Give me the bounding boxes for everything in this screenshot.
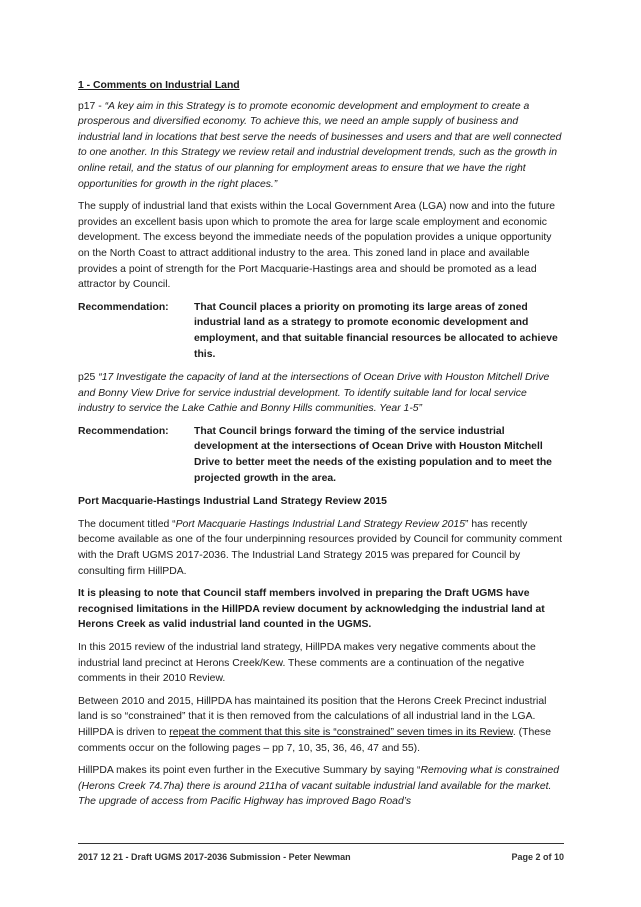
document-title-italic: Port Macquarie Hastings Industrial Land Strategy Review 2015 xyxy=(175,518,465,530)
pleasing-note-paragraph: It is pleasing to note that Council staff members involved in preparing the Draft UGMS have recognised limitations in the HillPDA review document by acknowledging the industrial land at Herons Creek as valid industrial land counted in the UGMS. xyxy=(78,588,545,631)
exec-pre: HillPDA makes its point even further in the Executive Summary by saying “ xyxy=(78,765,421,777)
between-pre: Between 2010 and 2015, HillPDA has maintained its position that the Herons Creek Precinct industrial land is so “constrained” that it is then removed from the calculations of all industrial land in the LGA. HillPDA is driven to xyxy=(78,695,547,738)
recommendation-2-label: Recommendation: xyxy=(78,425,169,437)
recommendation-2 xyxy=(78,424,562,486)
between-2010-2015-paragraph xyxy=(78,694,562,756)
industrial-land-supply-paragraph: The supply of industrial land that exists within the Local Government Area (LGA) now and into the future provides an excellent basis upon which to promote the area for large scale employment and economic development. The excess beyond the immediate needs of the population provides a unique opportunity on the North Coast to attract additional industry to the area. This zoned land in place and available provides a point of strength for the Port Macquarie-Hastings area and should be promoted as a lead attractor by Council. xyxy=(78,201,556,291)
page-content xyxy=(78,78,562,817)
p17-paragraph xyxy=(78,99,562,193)
footer-page-number: Page 2 of 10 xyxy=(511,852,564,862)
exec-italic: Removing what is constrained (Herons Creek 74.7ha) there is around 211ha of vacant suitable industrial land available for the market. The upgrade of access from Pacific Highway has improved Bago Road’s xyxy=(78,765,560,808)
recommendation-2-text: That Council brings forward the timing of the service industrial development at the intersections of Ocean Drive with Houston Mitchell Drive to better meet the needs of the existing population and to meet the projected growth in the area. xyxy=(194,425,552,484)
document-titled-paragraph xyxy=(78,517,562,579)
p25-prefix: p25 xyxy=(78,372,99,384)
recommendation-1-label: Recommendation: xyxy=(78,301,169,313)
recommendation-1 xyxy=(78,300,562,362)
review-subheading: Port Macquarie-Hastings Industrial Land Strategy Review 2015 xyxy=(78,496,387,508)
review-2015-paragraph: In this 2015 review of the industrial land strategy, HillPDA makes very negative comments about the industrial land precinct at Herons Creek/Kew. These comments are a continuation of the negative comments in their 2010 Review. xyxy=(78,642,536,685)
page-footer xyxy=(78,852,564,862)
p25-quote: “17 Investigate the capacity of land at the intersections of Ocean Drive with Houston Mitchell Drive and Bonny View Drive for service industrial development. To identify suitable land for local service industry to service the Lake Cathie and Bonny Hills communities. Year 1-5” xyxy=(78,372,550,415)
executive-summary-paragraph xyxy=(78,763,562,810)
between-post: . (These comments occur on the following pages – pp 7, 10, 35, 36, 46, 47 and 55). xyxy=(78,726,551,754)
p17-quote: “A key aim in this Strategy is to promote economic development and employment to create a prosperous and diversified economy. To achieve this, we need an ample supply of business and industrial land in locations that best serve the needs of businesses and users and that are well connected to one another. In this Strategy we review retail and industrial development trends, such as the growth in online retail, and the status of our planning for employment areas to ensure that we have the right opportunities for growth in the right places.” xyxy=(78,100,562,190)
footer-divider xyxy=(78,843,564,844)
section-heading: 1 - Comments on Industrial Land xyxy=(78,80,240,91)
document-titled-pre: The document titled “ xyxy=(78,518,176,530)
footer-document-title: 2017 12 21 - Draft UGMS 2017-2036 Submission - Peter Newman xyxy=(78,852,351,862)
p17-prefix: p17 - xyxy=(78,100,105,112)
p25-paragraph xyxy=(78,370,562,417)
document-titled-post: ” has recently become available as one of the four underpinning resources provided by Council for community comment with the Draft UGMS 2017-2036. The Industrial Land Strategy 2015 was prepared for Council by consulting firm HillPDA. xyxy=(78,518,563,577)
between-underlined: repeat the comment that this site is “constrained” seven times in its Review xyxy=(169,726,513,738)
recommendation-1-text: That Council places a priority on promoting its large areas of zoned industrial land as a strategy to promote economic development and employment, and that suitable financial resources be allocated to achieve this. xyxy=(194,301,558,360)
